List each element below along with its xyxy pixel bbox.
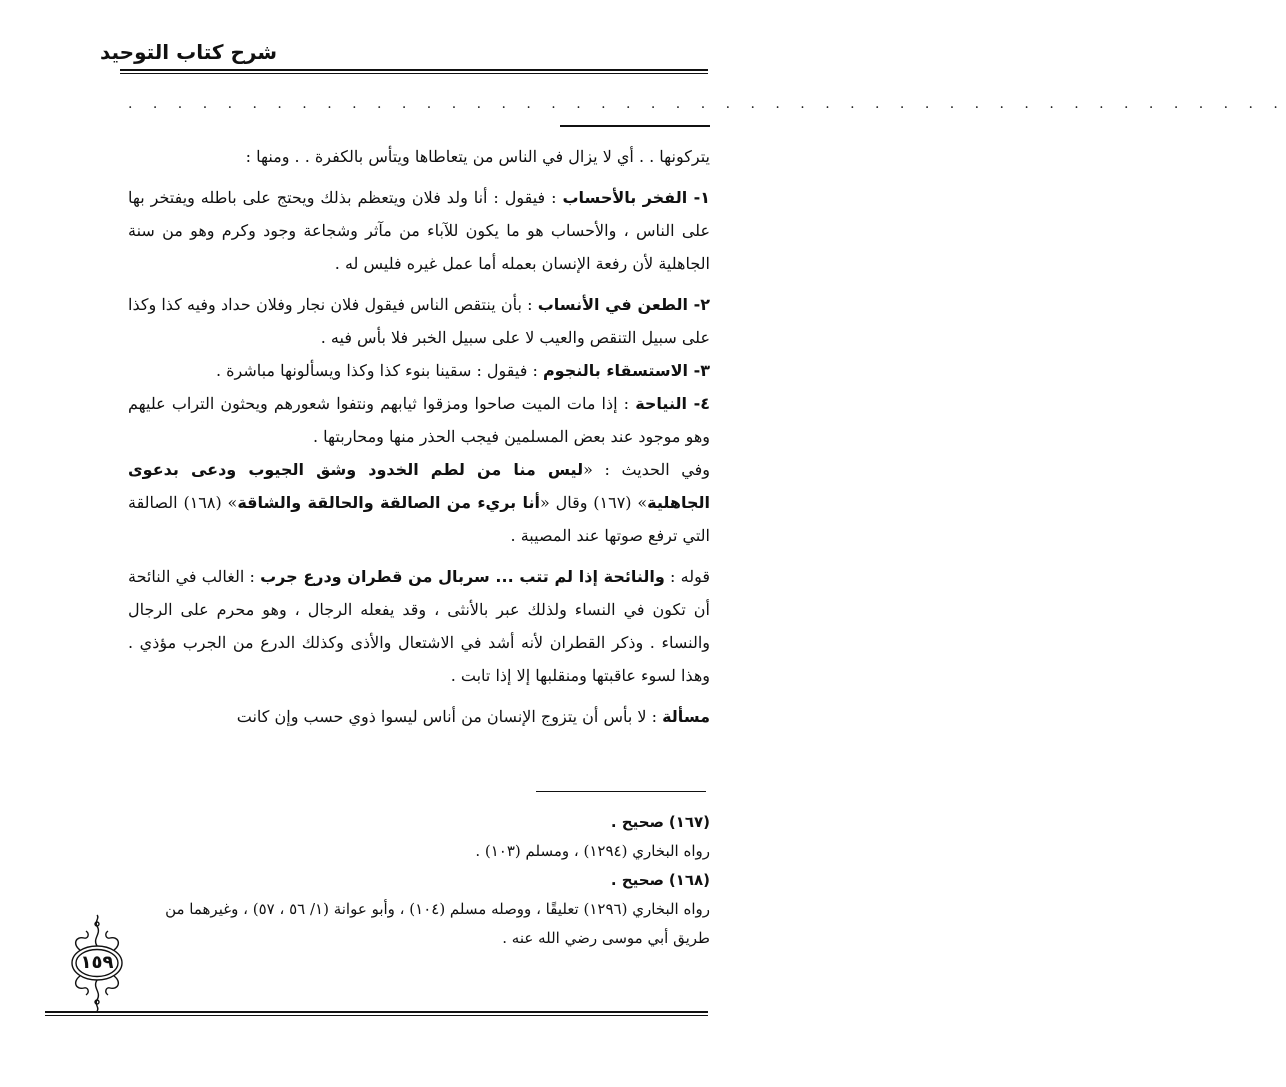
item-term: ٤- النياحة: [635, 394, 710, 413]
page-number: ١٥٩: [80, 952, 114, 973]
issue-term: مسألة: [662, 707, 710, 726]
footnotes: [132, 808, 710, 953]
item-pride-in-lineage: [128, 181, 710, 280]
item-text: : بأن ينتقص الناس فيقول فلان نجار وفلان حداد وفيه كذا وكذا على سبيل التنقص والعيب لا على سبيل الخبر فلا بأس فيه .: [128, 295, 710, 347]
footnote-number: (١٦٧): [668, 813, 710, 831]
paragraph-verse: [128, 560, 710, 692]
footnote-167-heading: [132, 808, 710, 837]
item-term: ٢- الطعن في الأنساب: [537, 295, 711, 314]
verse-intro: قوله :: [664, 567, 711, 586]
item-text: : إذا مات الميت صاحوا ومزقوا ثيابهم ونتفوا شعورهم ويحثون التراب عليهم وهو موجود عند بعض المسلمين فيجب الحذر منها ومحاربتها .: [128, 394, 710, 446]
running-header-title: شرح كتاب التوحيد: [99, 40, 277, 64]
item-text: : فيقول : سقينا بنوء كذا وكذا ويسألونها مباشرة .: [215, 361, 538, 380]
item-text: : فيقول : أنا ولد فلان ويتعظم بذلك ويحتج على باطله ويفتخر بها على الناس ، والأحساب هو ما يكون للآباء من مآثر وشجاعة وجود وكرم وهو من سنة الجاهلية لأن رفعة الإنسان بعمله أما عمل غيره فليس له .: [128, 188, 710, 273]
main-text: [128, 140, 710, 733]
dotted-separator: . . . . . . . . . . . . . . . . . . . . . . . . . . . . . . . . . . . . . . . . . . . . . . .: [128, 96, 1286, 112]
item-wailing: [128, 387, 710, 453]
hadith-intro: وفي الحديث : «: [583, 460, 711, 479]
item-slander-lineage: [128, 288, 710, 354]
section-rule: [560, 125, 710, 127]
hadith-ref-2: » (١٦٨): [183, 493, 238, 512]
paragraph-intro: يتركونها . . أي لا يزال في الناس من يتعاطاها ويتأس بالكفرة . . ومنها :: [245, 147, 710, 166]
item-term: ٣- الاستسقاء بالنجوم: [542, 361, 710, 380]
footnote-grade: صحيح .: [610, 813, 665, 831]
footnote-number: (١٦٨): [668, 871, 710, 889]
footnote-168-heading: [132, 866, 710, 895]
footnote-separator: [536, 791, 706, 792]
footnote-grade: صحيح .: [610, 871, 665, 889]
item-term: ١- الفخر بالأحساب: [562, 188, 710, 207]
verse-quote: والنائحة إذا لم تتب ... سربال من قطران ودرع جرب: [260, 567, 665, 586]
issue-text: : لا بأس أن يتزوج الإنسان من أناس ليسوا ذوي حسب وإن كانت: [236, 707, 663, 726]
paragraph-issue: [128, 700, 710, 733]
footnote-167-text: رواه البخاري (١٢٩٤) ، ومسلم (١٠٣) .: [475, 842, 710, 860]
paragraph-hadith: [128, 453, 710, 552]
header-rule: [120, 69, 708, 71]
footer-rule-thin: [45, 1015, 708, 1016]
header-rule-thin: [120, 73, 708, 74]
hadith-ref-1: » (١٦٧) وقال «: [539, 493, 648, 512]
footer-rule: [45, 1011, 708, 1013]
hadith-quote-2: أنا بريء من الصالقة والحالقة والشاقة: [237, 493, 540, 512]
footnote-168-text: رواه البخاري (١٢٩٦) تعليقًا ، ووصله مسلم (١٠٤) ، وأبو عوانة (١/ ٥٦ ، ٥٧) ، وغيرهما من طريق أبي موسى رضي الله عنه .: [165, 900, 710, 947]
verse-commentary: : الغالب في النائحة أن تكون في النساء ولذلك عبر بالأنثى ، وقد يفعله الرجال ، وهو محرم على الرجال والنساء . وذكر القطران لأنه أشد في الاشتعال والأذى وكذلك الدرع من الجرب مؤذي . وهذا لسوء عاقبتها ومنقلبها إلا إذا تابت .: [128, 567, 710, 685]
item-rain-by-stars: [128, 354, 710, 387]
hadith-quote-1: ليس منا من لطم الخدود وشق الجيوب ودعى بدعوى الجاهلية: [128, 460, 711, 512]
hadith-explanation: الصالقة التي ترفع صوتها عند المصيبة .: [128, 493, 710, 545]
